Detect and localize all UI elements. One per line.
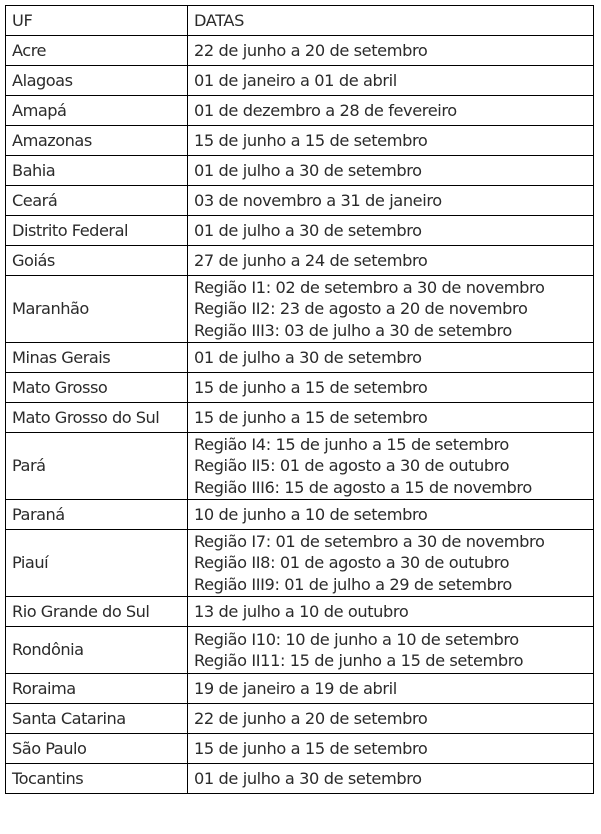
date-range-line: 01 de dezembro a 28 de fevereiro [194,100,457,120]
date-range-line: 15 de junho a 15 de setembro [194,407,428,427]
table-row [6,433,594,500]
datas-cell [188,36,594,66]
datas-cell [188,373,594,403]
date-range-line: 22 de junho a 20 de setembro [194,40,428,60]
uf-cell: Amapá [6,96,188,126]
datas-cell [188,126,594,156]
table-row [6,36,594,66]
uf-cell: Paraná [6,500,188,530]
header-uf: UF [6,6,188,36]
date-range-line: 13 de julho a 10 de outubro [194,601,409,621]
uf-cell: Roraima [6,674,188,704]
uf-cell: Pará [6,433,188,500]
table-row [6,373,594,403]
dates-table [5,5,594,794]
date-range-line: 15 de junho a 15 de setembro [194,130,428,150]
table-row [6,530,594,597]
uf-cell: Maranhão [6,276,188,343]
header-datas: DATAS [188,6,594,36]
date-range-line: Região II11: 15 de junho a 15 de setembro [194,651,524,670]
date-range-line: Região II2: 23 de agosto a 20 de novembro [194,299,528,319]
date-range-line: 01 de janeiro a 01 de abril [194,70,397,90]
datas-cell [188,343,594,373]
table-row [6,186,594,216]
date-range-line: 01 de julho a 30 de setembro [194,768,422,788]
datas-cell [188,674,594,704]
datas-cell [188,530,594,597]
date-range-line: 01 de julho a 30 de setembro [194,347,422,367]
table-row [6,156,594,186]
uf-cell: Piauí [6,530,188,597]
date-range-line: Região I1: 02 de setembro a 30 de novembro [194,277,545,297]
datas-cell [188,216,594,246]
uf-cell: Ceará [6,186,188,216]
datas-cell [188,156,594,186]
uf-cell: Rio Grande do Sul [6,597,188,627]
datas-cell [188,246,594,276]
date-range-line: Região I4: 15 de junho a 15 de setembro [194,434,509,454]
table-row [6,627,594,674]
uf-cell: Minas Gerais [6,343,188,373]
uf-cell: Amazonas [6,126,188,156]
datas-cell [188,627,594,674]
datas-cell [188,704,594,734]
date-range-line: 19 de janeiro a 19 de abril [194,678,397,698]
date-range-line: Região I10: 10 de junho a 10 de setembro [194,629,519,649]
uf-cell: Bahia [6,156,188,186]
datas-cell [188,433,594,500]
table-row [6,764,594,794]
date-range-line: Região II8: 01 de agosto a 30 de outubro [194,553,510,573]
datas-cell [188,734,594,764]
uf-cell: Distrito Federal [6,216,188,246]
date-range-line: 22 de junho a 20 de setembro [194,708,428,728]
uf-cell: Mato Grosso [6,373,188,403]
table-row [6,66,594,96]
date-range-line: Região I7: 01 de setembro a 30 de novembro [194,531,545,551]
date-range-line: Região III3: 03 de julho a 30 de setembro [194,320,512,340]
date-range-line: Região III6: 15 de agosto a 15 de novembro [194,477,532,497]
table-row [6,500,594,530]
datas-cell [188,276,594,343]
table-body [6,36,594,794]
datas-cell [188,186,594,216]
date-range-line: 01 de julho a 30 de setembro [194,160,422,180]
table-row [6,246,594,276]
date-range-line: 10 de junho a 10 de setembro [194,504,428,524]
datas-cell [188,96,594,126]
table-row [6,96,594,126]
table-row [6,734,594,764]
date-range-line: 15 de junho a 15 de setembro [194,377,428,397]
datas-cell [188,403,594,433]
table-row [6,216,594,246]
date-range-line: 01 de julho a 30 de setembro [194,220,422,240]
uf-cell: Mato Grosso do Sul [6,403,188,433]
uf-cell: Alagoas [6,66,188,96]
date-range-line: 03 de novembro a 31 de janeiro [194,190,442,210]
date-range-line: 15 de junho a 15 de setembro [194,738,428,758]
uf-cell: Tocantins [6,764,188,794]
datas-cell [188,66,594,96]
table-header-row [6,6,594,36]
table-row [6,704,594,734]
table-row [6,403,594,433]
uf-cell: Rondônia [6,627,188,674]
date-range-line: 27 de junho a 24 de setembro [194,250,428,270]
table-row [6,126,594,156]
datas-cell [188,500,594,530]
uf-cell: Santa Catarina [6,704,188,734]
table-row [6,597,594,627]
uf-cell: Goiás [6,246,188,276]
date-range-line: Região III9: 01 de julho a 29 de setembro [194,574,512,594]
table-row [6,343,594,373]
date-range-line: Região II5: 01 de agosto a 30 de outubro [194,456,510,476]
datas-cell [188,597,594,627]
table-row [6,276,594,343]
datas-cell [188,764,594,794]
table-row [6,674,594,704]
uf-cell: Acre [6,36,188,66]
uf-cell: São Paulo [6,734,188,764]
